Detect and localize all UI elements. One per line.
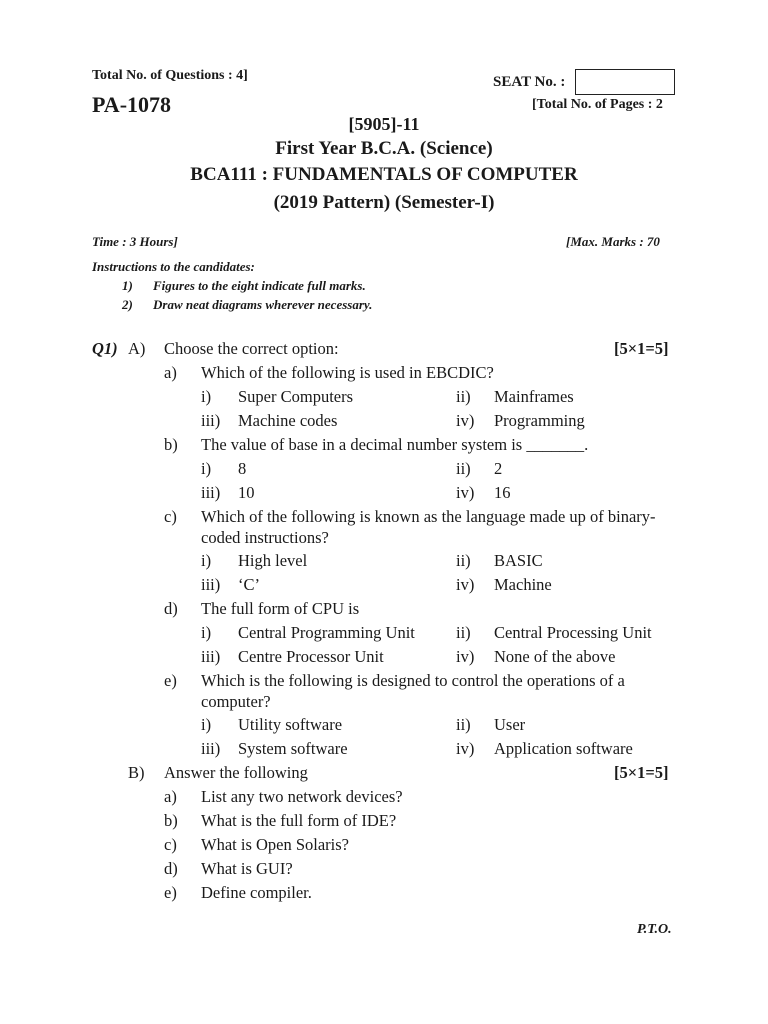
option-text: Mainframes xyxy=(494,387,574,406)
question-text: What is GUI? xyxy=(201,859,293,878)
option-text: Programming xyxy=(494,411,585,430)
question-text: What is the full form of IDE? xyxy=(201,811,397,830)
option-text: System software xyxy=(238,739,348,758)
option-text: 2 xyxy=(494,459,503,478)
question-text-continued: coded instructions? xyxy=(201,528,329,547)
question-text-continued: computer? xyxy=(201,692,271,711)
item-letter: c) xyxy=(164,507,177,526)
option-text: Application software xyxy=(494,739,633,758)
instruction-number: 2) xyxy=(122,297,133,312)
part-title: Answer the following xyxy=(164,763,308,782)
paper-code: PA-1078 xyxy=(92,92,172,117)
part-label: B) xyxy=(128,763,145,782)
instruction-text: Draw neat diagrams wherever necessary. xyxy=(153,297,373,312)
part-title: Choose the correct option: xyxy=(164,339,339,358)
seat-number-box[interactable] xyxy=(575,69,675,95)
course-line: First Year B.C.A. (Science) xyxy=(275,138,493,159)
question-text: What is Open Solaris? xyxy=(201,835,350,854)
option-number: i) xyxy=(201,387,212,406)
option-number: ii) xyxy=(456,715,471,734)
option-text: 8 xyxy=(238,459,247,478)
option-text: 10 xyxy=(238,483,255,502)
option-number: iv) xyxy=(456,575,475,594)
option-number: iv) xyxy=(456,483,475,502)
question-text: Define compiler. xyxy=(201,883,312,902)
total-questions: Total No. of Questions : 4] xyxy=(92,68,248,83)
subject-title: BCA111 : FUNDAMENTALS OF COMPUTER xyxy=(190,164,578,185)
part-marks: [5×1=5] xyxy=(614,763,669,782)
exam-code: [5905]-11 xyxy=(348,114,420,134)
item-letter: b) xyxy=(164,811,178,830)
question-number: Q1) xyxy=(92,339,118,358)
time-allowed: Time : 3 Hours] xyxy=(92,234,178,249)
option-number: ii) xyxy=(456,551,471,570)
item-letter: c) xyxy=(164,835,177,854)
item-letter: d) xyxy=(164,599,178,618)
item-letter: e) xyxy=(164,883,177,902)
option-number: iv) xyxy=(456,647,475,666)
option-text: Machine codes xyxy=(238,411,338,430)
question-text: Which of the following is used in EBCDIC? xyxy=(201,363,494,382)
option-text: 16 xyxy=(494,483,511,502)
option-number: iii) xyxy=(201,647,221,666)
option-number: ii) xyxy=(456,387,471,406)
option-text: ‘C’ xyxy=(238,575,260,594)
question-text: The value of base in a decimal number system is _______. xyxy=(201,435,589,454)
option-number: ii) xyxy=(456,459,471,478)
total-pages: [Total No. of Pages : 2 xyxy=(532,97,663,112)
option-text: Central Processing Unit xyxy=(494,623,652,642)
option-number: iii) xyxy=(201,739,221,758)
question-text: List any two network devices? xyxy=(201,787,403,806)
question-text: Which of the following is known as the language made up of binary- xyxy=(201,507,656,526)
seat-label: SEAT No. : xyxy=(493,74,566,90)
option-text: Super Computers xyxy=(238,387,354,406)
item-letter: a) xyxy=(164,787,177,806)
option-text: Utility software xyxy=(238,715,343,734)
option-number: i) xyxy=(201,623,212,642)
question-text: The full form of CPU is xyxy=(201,599,360,618)
option-number: iii) xyxy=(201,411,221,430)
option-text: Centre Processor Unit xyxy=(238,647,384,666)
part-label: A) xyxy=(128,339,146,358)
option-text: None of the above xyxy=(494,647,616,666)
item-letter: d) xyxy=(164,859,178,878)
instruction-text: Figures to the eight indicate full marks. xyxy=(153,278,366,293)
option-number: iii) xyxy=(201,483,221,502)
max-marks: [Max. Marks : 70 xyxy=(566,234,660,249)
option-text: High level xyxy=(238,551,308,570)
part-marks: [5×1=5] xyxy=(614,339,669,358)
option-number: i) xyxy=(201,459,212,478)
question-text: Which is the following is designed to control the operations of a xyxy=(201,671,625,690)
option-text: BASIC xyxy=(494,551,543,570)
option-number: iv) xyxy=(456,411,475,430)
pattern-line: (2019 Pattern) (Semester-I) xyxy=(273,192,495,213)
option-number: iii) xyxy=(201,575,221,594)
item-letter: e) xyxy=(164,671,177,690)
pto-note: P.T.O. xyxy=(637,922,672,937)
item-letter: a) xyxy=(164,363,177,382)
option-text: User xyxy=(494,715,526,734)
option-number: iv) xyxy=(456,739,475,758)
option-number: i) xyxy=(201,715,212,734)
option-number: i) xyxy=(201,551,212,570)
option-text: Central Programming Unit xyxy=(238,623,415,642)
instruction-number: 1) xyxy=(122,278,133,293)
option-number: ii) xyxy=(456,623,471,642)
instructions-title: Instructions to the candidates: xyxy=(92,259,255,274)
item-letter: b) xyxy=(164,435,178,454)
option-text: Machine xyxy=(494,575,552,594)
